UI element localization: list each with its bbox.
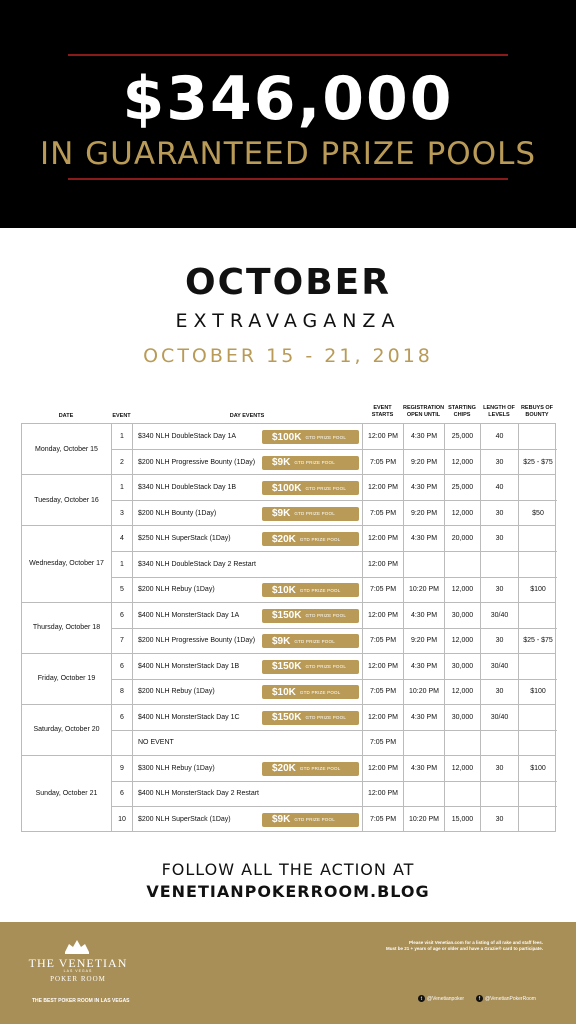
header-day-events: DAY EVENTS bbox=[229, 413, 265, 419]
schedule-table bbox=[21, 405, 556, 825]
registration-close: 9:20 PM bbox=[404, 628, 445, 653]
rebuy-bounty bbox=[519, 705, 557, 730]
event-number: 5 bbox=[112, 577, 133, 602]
level-length: 30 bbox=[481, 679, 519, 704]
registration-close: 4:30 PM bbox=[404, 526, 445, 551]
header-rebuys bbox=[518, 405, 556, 418]
table-row bbox=[112, 730, 557, 756]
header-rebuys-1: REBUYS OF bbox=[520, 405, 554, 411]
header-levels-2: LEVELS bbox=[488, 411, 510, 418]
header-chips-1: STARTING bbox=[448, 405, 476, 411]
rebuy-bounty bbox=[519, 475, 557, 500]
event-number: 4 bbox=[112, 526, 133, 551]
gtd-label: GTD PRIZE POOL bbox=[299, 766, 341, 771]
prize-subtitle: IN GUARANTEED PRIZE POOLS bbox=[39, 136, 537, 172]
prize-amount: $20K bbox=[272, 763, 296, 774]
event-number: 6 bbox=[112, 705, 133, 730]
gtd-label: GTD PRIZE POOL bbox=[294, 460, 335, 465]
event-name: NO EVENT bbox=[133, 730, 363, 755]
rebuy-bounty bbox=[519, 552, 557, 577]
level-length: 30 bbox=[481, 756, 519, 781]
prize-badge bbox=[262, 685, 359, 699]
header-reg bbox=[403, 405, 444, 418]
level-length: 30 bbox=[481, 577, 519, 602]
registration-close: 4:30 PM bbox=[404, 424, 445, 449]
event-start: 12:00 PM bbox=[363, 705, 404, 730]
event-number: 6 bbox=[112, 603, 133, 628]
rebuy-bounty: $100 bbox=[530, 764, 546, 772]
prize-amount: $150K bbox=[272, 610, 302, 621]
event-number: 2 bbox=[112, 450, 133, 475]
disclaimer bbox=[303, 940, 543, 952]
starting-chips: 30,000 bbox=[445, 603, 481, 628]
registration-close bbox=[404, 730, 445, 755]
table-row bbox=[112, 807, 557, 833]
level-length: 30/40 bbox=[481, 705, 519, 730]
day-group bbox=[21, 423, 556, 475]
prize-badge bbox=[262, 762, 359, 776]
event-start: 7:05 PM bbox=[363, 730, 404, 755]
starting-chips: 25,000 bbox=[445, 424, 481, 449]
page-subtitle: EXTRAVAGANZA bbox=[175, 310, 401, 332]
starting-chips: 12,000 bbox=[445, 450, 481, 475]
registration-close bbox=[404, 552, 445, 577]
event-start: 12:00 PM bbox=[363, 424, 404, 449]
rebuy-bounty: $25 - $75 bbox=[523, 458, 553, 466]
gtd-label: GTD PRIZE POOL bbox=[305, 613, 347, 618]
day-group bbox=[21, 704, 556, 756]
table-row bbox=[112, 424, 557, 450]
gtd-label: GTD PRIZE POOL bbox=[299, 689, 341, 695]
prize-amount: $100K bbox=[272, 482, 302, 494]
table-row bbox=[112, 501, 557, 527]
event-number bbox=[112, 730, 133, 755]
gtd-label: GTD PRIZE POOL bbox=[299, 587, 341, 593]
level-length: 30 bbox=[481, 526, 519, 551]
table-header bbox=[21, 405, 556, 423]
registration-close: 4:30 PM bbox=[404, 475, 445, 500]
starting-chips: 12,000 bbox=[445, 577, 481, 602]
rebuy-bounty: $100 bbox=[530, 586, 546, 593]
prize-badge bbox=[262, 507, 359, 521]
starting-chips bbox=[445, 552, 481, 577]
day-date: Tuesday, October 16 bbox=[22, 475, 112, 525]
header-date: DATE bbox=[58, 413, 74, 419]
event-start: 12:00 PM bbox=[363, 552, 404, 577]
gtd-label: GTD PRIZE POOL bbox=[305, 485, 347, 491]
registration-close: 4:30 PM bbox=[404, 654, 445, 679]
starting-chips: 12,000 bbox=[445, 679, 481, 704]
logo-poker-room: POKER ROOM bbox=[50, 975, 106, 983]
prize-amount: $10K bbox=[272, 686, 296, 698]
header-starts-1: EVENT bbox=[373, 405, 392, 411]
prize-amount: $9K bbox=[272, 457, 291, 468]
rebuy-bounty: $100 bbox=[530, 688, 546, 695]
level-length: 30 bbox=[481, 501, 519, 526]
header-levels-1: LENGTH OF bbox=[483, 405, 515, 411]
event-name-text: $400 NLH MonsterStack Day 1B bbox=[138, 662, 240, 670]
disclaimer-line-1: Please visit Venetian.com for a listing of all rake and staff fees. bbox=[408, 940, 543, 945]
day-group bbox=[21, 653, 556, 705]
logo-name: THE VENETIAN bbox=[28, 956, 128, 970]
day-group bbox=[21, 525, 556, 603]
day-date: Wednesday, October 17 bbox=[22, 526, 112, 602]
twitter-icon: t bbox=[418, 995, 425, 1002]
header-rebuys-2: BOUNTY bbox=[525, 411, 549, 418]
facebook-handle: @VenetianPokerRoom bbox=[485, 995, 536, 1002]
day-date: Monday, October 15 bbox=[22, 424, 112, 474]
event-number: 1 bbox=[112, 424, 133, 449]
rebuy-bounty bbox=[519, 603, 557, 628]
header-banner bbox=[0, 0, 576, 228]
event-number: 6 bbox=[112, 654, 133, 679]
prize-amount: $10K bbox=[272, 584, 296, 596]
day-group bbox=[21, 755, 556, 833]
event-start: 7:05 PM bbox=[363, 450, 404, 475]
lion-crest-icon bbox=[62, 936, 92, 956]
starting-chips: 25,000 bbox=[445, 475, 481, 500]
header-reg-2: OPEN UNTIL bbox=[406, 411, 441, 418]
facebook-icon: f bbox=[476, 995, 483, 1002]
starting-chips: 15,000 bbox=[445, 807, 481, 832]
prize-amount: $9K bbox=[272, 635, 291, 647]
day-date: Friday, October 19 bbox=[22, 654, 112, 704]
table-row bbox=[112, 552, 557, 578]
event-name-text: $200 NLH Rebuy (1Day) bbox=[138, 586, 215, 593]
event-start: 7:05 PM bbox=[363, 628, 404, 653]
logo-las-vegas: LAS VEGAS bbox=[63, 969, 93, 973]
prize-badge bbox=[262, 813, 359, 827]
event-name-text: $300 NLH Rebuy (1Day) bbox=[138, 764, 215, 772]
rebuy-bounty bbox=[519, 807, 557, 832]
starting-chips: 12,000 bbox=[445, 756, 481, 781]
event-number: 1 bbox=[112, 552, 133, 577]
event-name-text: $200 NLH Progressive Bounty (1Day) bbox=[138, 637, 256, 644]
event-dates: OCTOBER 15 - 21, 2018 bbox=[143, 345, 433, 367]
starting-chips: 30,000 bbox=[445, 705, 481, 730]
starting-chips bbox=[445, 730, 481, 755]
event-number: 9 bbox=[112, 756, 133, 781]
event-number: 7 bbox=[112, 628, 133, 653]
gtd-label: GTD PRIZE POOL bbox=[299, 536, 341, 542]
event-name-text: $400 NLH MonsterStack Day 1A bbox=[138, 611, 240, 619]
starting-chips: 20,000 bbox=[445, 526, 481, 551]
twitter-link[interactable] bbox=[418, 995, 464, 1002]
table-row bbox=[112, 654, 557, 680]
rebuy-bounty bbox=[519, 424, 557, 449]
registration-close: 10:20 PM bbox=[404, 807, 445, 832]
registration-close: 9:20 PM bbox=[404, 450, 445, 475]
follow-heading: FOLLOW ALL THE ACTION AT bbox=[161, 860, 415, 879]
tagline: THE BEST POKER ROOM IN LAS VEGAS bbox=[32, 998, 130, 1004]
prize-badge bbox=[262, 583, 359, 597]
starting-chips: 12,000 bbox=[445, 501, 481, 526]
day-date: Sunday, October 21 bbox=[22, 756, 112, 832]
table-row bbox=[112, 781, 557, 807]
table-row bbox=[112, 603, 557, 629]
level-length: 30 bbox=[481, 807, 519, 832]
day-group bbox=[21, 602, 556, 654]
event-name-text: $200 NLH SuperStack (1Day) bbox=[138, 815, 231, 823]
starting-chips bbox=[445, 781, 481, 806]
header-event: EVENT bbox=[112, 413, 131, 419]
gtd-label: GTD PRIZE POOL bbox=[305, 434, 347, 440]
event-name: $400 NLH MonsterStack Day 2 Restart bbox=[133, 781, 363, 806]
registration-close: 4:30 PM bbox=[404, 705, 445, 730]
level-length: 40 bbox=[481, 424, 519, 449]
header-starts bbox=[362, 405, 403, 418]
event-name-text: $200 NLH Progressive Bounty (1Day) bbox=[138, 458, 256, 466]
event-number: 3 bbox=[112, 501, 133, 526]
event-start: 12:00 PM bbox=[363, 654, 404, 679]
rebuy-bounty bbox=[519, 654, 557, 679]
level-length: 30/40 bbox=[481, 654, 519, 679]
footer bbox=[0, 922, 576, 1024]
event-start: 7:05 PM bbox=[363, 807, 404, 832]
twitter-handle: @Venetianpoker bbox=[427, 995, 465, 1002]
table-row bbox=[112, 628, 557, 654]
day-date: Thursday, October 18 bbox=[22, 603, 112, 653]
event-start: 12:00 PM bbox=[363, 781, 404, 806]
registration-close bbox=[404, 781, 445, 806]
prize-amount: $150K bbox=[272, 661, 302, 672]
event-start: 12:00 PM bbox=[363, 756, 404, 781]
event-name-text: $200 NLH Rebuy (1Day) bbox=[138, 688, 215, 695]
rebuy-bounty bbox=[519, 730, 557, 755]
event-name-text: $340 NLH DoubleStack Day 1B bbox=[138, 484, 237, 491]
registration-close: 4:30 PM bbox=[404, 603, 445, 628]
prize-badge bbox=[262, 481, 359, 495]
header-reg-1: REGISTRATION bbox=[403, 405, 445, 411]
event-name-text: $250 NLH SuperStack (1Day) bbox=[138, 535, 231, 542]
event-number: 6 bbox=[112, 781, 133, 806]
event-number: 8 bbox=[112, 679, 133, 704]
table-row bbox=[112, 679, 557, 705]
starting-chips: 12,000 bbox=[445, 628, 481, 653]
prize-amount: $100K bbox=[272, 431, 302, 443]
event-name-text: $200 NLH Bounty (1Day) bbox=[138, 509, 217, 517]
prize-badge bbox=[262, 711, 359, 725]
gtd-label: GTD PRIZE POOL bbox=[294, 511, 335, 516]
event-start: 7:05 PM bbox=[363, 577, 404, 602]
table-row bbox=[112, 756, 557, 782]
level-length bbox=[481, 730, 519, 755]
event-start: 12:00 PM bbox=[363, 475, 404, 500]
level-length bbox=[481, 781, 519, 806]
table-row bbox=[112, 450, 557, 476]
event-start: 12:00 PM bbox=[363, 526, 404, 551]
day-date: Saturday, October 20 bbox=[22, 705, 112, 755]
table-row bbox=[112, 577, 557, 603]
event-start: 7:05 PM bbox=[363, 679, 404, 704]
event-name-text: $340 NLH DoubleStack Day 1A bbox=[138, 433, 237, 440]
prize-badge bbox=[262, 634, 359, 648]
level-length: 30 bbox=[481, 628, 519, 653]
header-chips bbox=[444, 405, 480, 418]
day-group bbox=[21, 474, 556, 526]
level-length: 40 bbox=[481, 475, 519, 500]
rebuy-bounty: $50 bbox=[532, 509, 544, 517]
gtd-label: GTD PRIZE POOL bbox=[305, 715, 347, 720]
prize-badge bbox=[262, 430, 359, 444]
disclaimer-line-2: Must be 21 + years of age or older and have a Grazie® card to participate. bbox=[386, 946, 543, 951]
gtd-label: GTD PRIZE POOL bbox=[305, 664, 347, 669]
prize-badge bbox=[262, 456, 359, 470]
facebook-link[interactable] bbox=[476, 995, 536, 1002]
table-row bbox=[112, 526, 557, 552]
event-number: 10 bbox=[112, 807, 133, 832]
rebuy-bounty bbox=[519, 526, 557, 551]
prize-badge bbox=[262, 609, 359, 623]
table-row bbox=[112, 705, 557, 731]
divider-bottom bbox=[68, 178, 508, 180]
header-starts-2: STARTS bbox=[371, 411, 394, 418]
event-name-text: $400 NLH MonsterStack Day 1C bbox=[138, 713, 240, 721]
gtd-label: GTD PRIZE POOL bbox=[294, 817, 335, 822]
prize-amount: $9K bbox=[272, 814, 291, 825]
header-levels bbox=[480, 405, 518, 418]
rebuy-bounty: $25 - $75 bbox=[523, 637, 553, 644]
gtd-label: GTD PRIZE POOL bbox=[294, 638, 335, 644]
registration-close: 4:30 PM bbox=[404, 756, 445, 781]
divider-top bbox=[68, 54, 508, 56]
prize-badge bbox=[262, 660, 359, 674]
event-name: $340 NLH DoubleStack Day 2 Restart bbox=[133, 552, 363, 577]
prize-amount: $20K bbox=[272, 533, 296, 545]
event-number: 1 bbox=[112, 475, 133, 500]
table-row bbox=[112, 475, 557, 501]
level-length: 30 bbox=[481, 450, 519, 475]
registration-close: 10:20 PM bbox=[404, 577, 445, 602]
starting-chips: 30,000 bbox=[445, 654, 481, 679]
event-start: 7:05 PM bbox=[363, 501, 404, 526]
prize-amount: $346,000 bbox=[122, 64, 454, 134]
level-length bbox=[481, 552, 519, 577]
blog-link[interactable]: VENETIANPOKERROOM.BLOG bbox=[146, 882, 430, 901]
rebuy-bounty bbox=[519, 781, 557, 806]
prize-badge bbox=[262, 532, 359, 546]
registration-close: 10:20 PM bbox=[404, 679, 445, 704]
prize-amount: $9K bbox=[272, 508, 291, 519]
event-start: 12:00 PM bbox=[363, 603, 404, 628]
registration-close: 9:20 PM bbox=[404, 501, 445, 526]
header-chips-2: CHIPS bbox=[453, 411, 471, 418]
level-length: 30/40 bbox=[481, 603, 519, 628]
page-title: OCTOBER bbox=[185, 262, 391, 303]
prize-amount: $150K bbox=[272, 712, 302, 723]
